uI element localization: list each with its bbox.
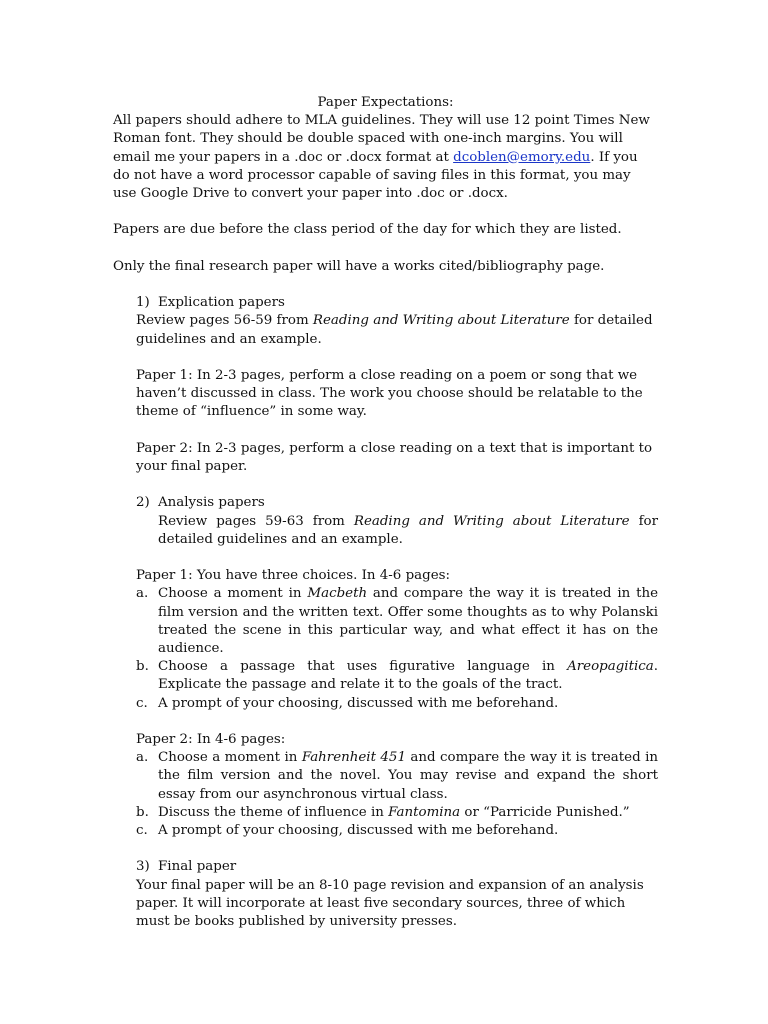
section-number: 2) xyxy=(136,495,150,511)
email-link[interactable]: dcoblen@emory.edu xyxy=(453,149,591,165)
list-item xyxy=(113,804,658,822)
review-text-end: for detailed guidelines and an example. xyxy=(158,513,658,547)
page-title: Paper Expectations: xyxy=(317,95,454,110)
list-text: A prompt of your choosing, discussed with me beforehand. xyxy=(158,823,559,838)
list-item xyxy=(113,658,658,694)
list-item xyxy=(113,585,658,658)
item-text: Choose a moment in xyxy=(158,586,308,602)
document-page xyxy=(113,94,658,931)
list-item xyxy=(113,695,658,713)
section-number: 1) xyxy=(136,295,150,311)
list-marker: a. xyxy=(136,586,149,602)
item-text-end: or “Parricide Punished.” xyxy=(460,804,630,820)
intro-text-before: All papers should adhere to MLA guidelines. They will use 12 point Times New Roman font. They should be double spaced with one-inch margins. You will email me your papers in a .doc or .docx format at xyxy=(113,113,650,165)
section-heading-analysis xyxy=(113,494,658,512)
section-heading-final xyxy=(113,858,658,876)
analysis-review-paragraph xyxy=(113,513,658,549)
list-marker: c. xyxy=(136,823,148,838)
explication-review-paragraph xyxy=(113,312,658,348)
item-text: Discuss the theme of influence in xyxy=(158,804,389,820)
item-text-end: and compare the way it is treated in the film version and the written text. Offer some thoughts as to why Polanski treated the scene in this particular way, and what effect it has on the audience. xyxy=(158,586,658,656)
section-title: Explication papers xyxy=(158,295,285,311)
section-title: Final paper xyxy=(158,859,237,875)
work-title: Macbeth xyxy=(307,586,368,602)
book-title: Reading and Writing about Literature xyxy=(312,313,570,329)
explication-paper2-paragraph: Paper 2: In 2-3 pages, perform a close reading on a text that is important to your final paper. xyxy=(136,440,653,474)
review-text-end: for detailed guidelines and an example. xyxy=(136,313,653,347)
final-paper-paragraph: Your final paper will be an 8-10 page revision and expansion of an analysis paper. It will incorporate at least five secondary sources, three of which must be books published by university presses. xyxy=(136,877,644,929)
work-title: Fahrenheit 451 xyxy=(301,750,406,766)
section-number: 3) xyxy=(136,859,150,875)
list-text: A prompt of your choosing, discussed with me beforehand. xyxy=(158,695,559,711)
item-text: Choose a moment in xyxy=(158,750,302,766)
list-marker: b. xyxy=(136,804,149,820)
list-item xyxy=(113,822,658,840)
list-text xyxy=(158,804,658,822)
works-cited-paragraph: Only the final research paper will have a works cited/bibliography page. xyxy=(113,258,605,274)
intro-text-after: . If you do not have a word processor capable of saving files in this format, you may use Google Drive to convert your paper into .doc or .docx. xyxy=(113,149,638,202)
explication-paper1-paragraph: Paper 1: In 2-3 pages, perform a close reading on a poem or song that we haven’t discussed in class. The work you choose should be relatable to the theme of “influence” in some way. xyxy=(136,367,643,420)
list-text xyxy=(158,585,658,658)
section-heading-explication xyxy=(113,294,658,312)
item-text-end: . Explicate the passage and relate it to the goals of the tract. xyxy=(158,659,658,693)
work-title: Fantomina xyxy=(388,804,461,820)
list-item xyxy=(113,749,658,804)
list-marker: a. xyxy=(136,750,149,766)
item-text-end: and compare the way it is treated in the film version and the novel. You may revise and expand the short essay from our asynchronous virtual class. xyxy=(158,750,659,802)
book-title: Reading and Writing about Literature xyxy=(353,513,630,529)
list-text xyxy=(158,749,658,804)
list-marker: b. xyxy=(136,659,149,675)
list-text xyxy=(158,658,658,694)
analysis-paper2-intro: Paper 2: In 4-6 pages: xyxy=(136,731,286,747)
work-title: Areopagitica xyxy=(567,659,654,675)
section-title: Analysis papers xyxy=(158,495,265,511)
item-text: Choose a passage that uses figurative language in xyxy=(158,659,568,675)
due-date-paragraph: Papers are due before the class period of the day for which they are listed. xyxy=(113,222,622,238)
analysis-paper1-intro: Paper 1: You have three choices. In 4-6 pages: xyxy=(136,568,451,584)
list-marker: c. xyxy=(136,695,148,711)
review-text: Review pages 59-63 from xyxy=(158,513,354,529)
review-text: Review pages 56-59 from xyxy=(136,313,313,329)
intro-paragraph xyxy=(113,112,658,203)
